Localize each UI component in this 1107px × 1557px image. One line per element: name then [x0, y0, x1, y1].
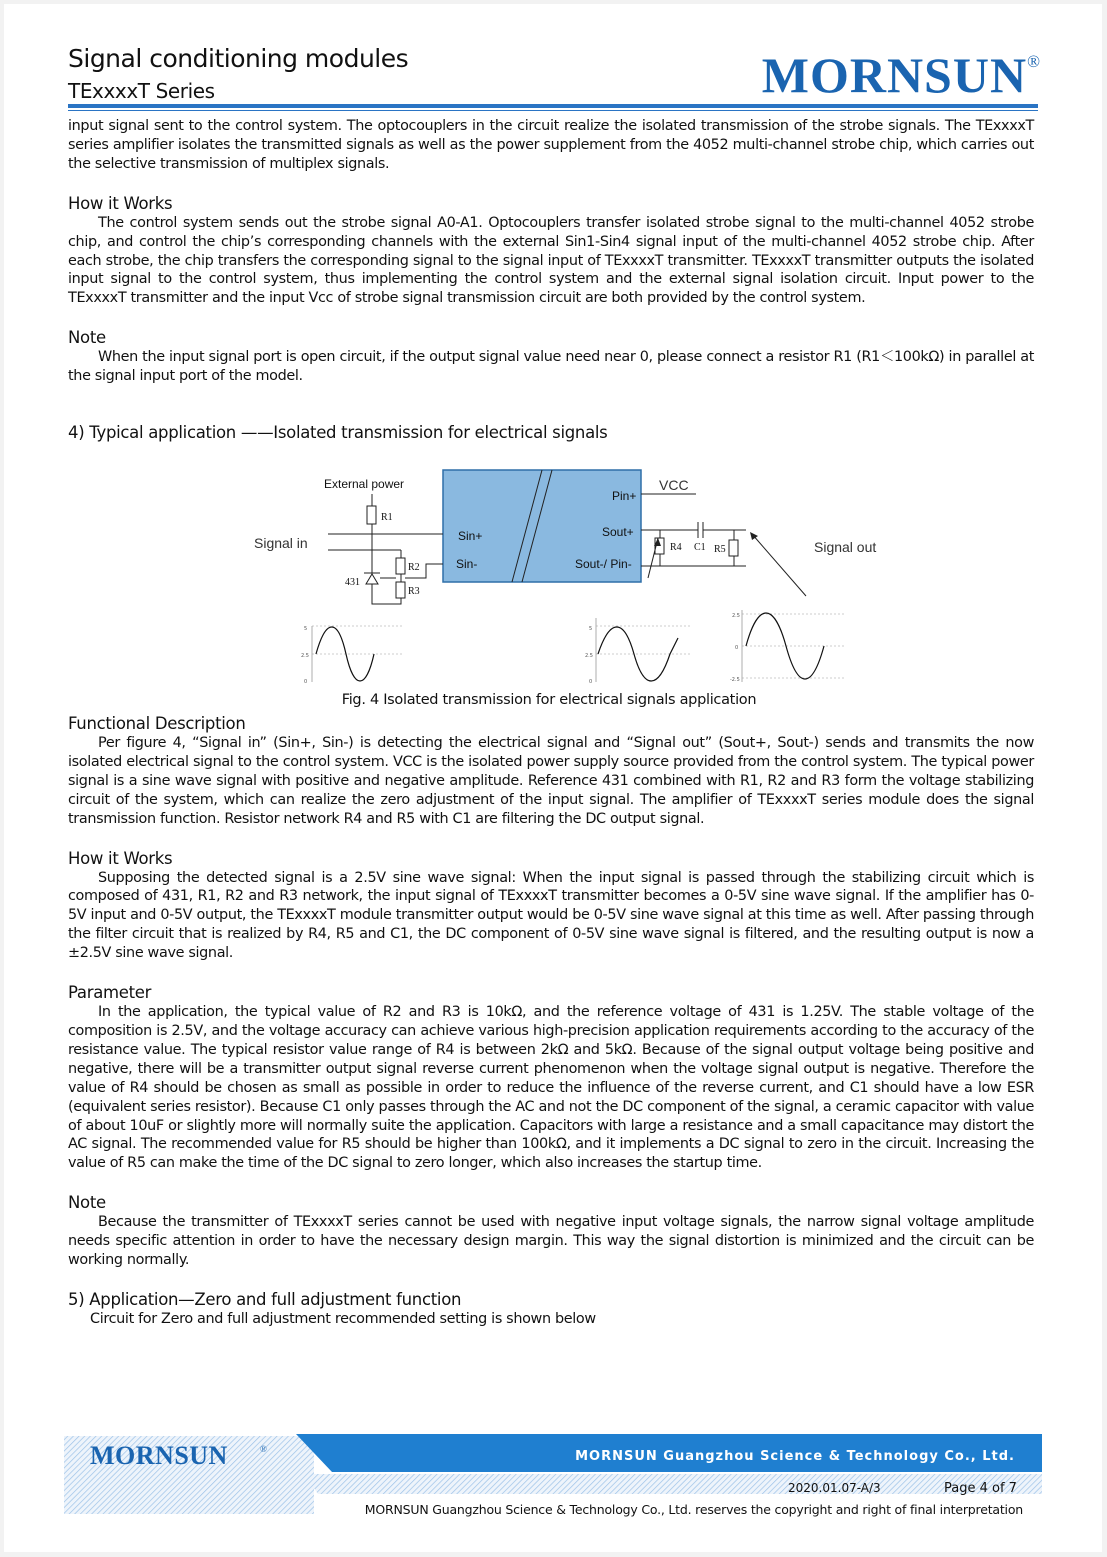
resistor-r5 [729, 540, 738, 556]
resistor-r1 [367, 506, 376, 524]
label-signal-out: Signal out [814, 539, 877, 555]
label-r3: R3 [408, 586, 420, 597]
tick-2-5-b: 2.5 [585, 653, 593, 659]
tick-0-b: 0 [589, 679, 593, 685]
tick-5: 5 [304, 626, 308, 632]
header-rule-thin [68, 110, 1038, 111]
paragraph-how-it-works-1: The control system sends out the strobe signal A0-A1. Optocouplers transfer isolated strobe signal to the multi-channel 4052 strobe chip, and control the chip’s corresponding channels with the external Sin1-Sin4 signal input of the multi-channel 4052 strobe chip. After each strobe, the chip transfers the corresponding signal to the signal input of TExxxxT transmitter. TExxxxT transmitter outputs the isolated input signal to the control system, thus implementing the control system and the external signal isolation circuit. Input power to the TExxxxT transmitter and the input Vcc of strobe signal transmission circuit are both provided by the control system. [68, 214, 1034, 307]
label-r2: R2 [408, 562, 420, 573]
heading-functional-description: Functional Description [68, 714, 246, 733]
paragraph-section-5: Circuit for Zero and full adjustment recommended setting is shown below [90, 1310, 596, 1327]
waveform-input [301, 626, 402, 685]
label-c1: C1 [694, 542, 706, 553]
paragraph-intro: input signal sent to the control system. The optocouplers in the circuit realize the isolated transmission of the strobe signals. The TExxxxT series amplifier isolates the transmitted signals as well as the power supplement from the 4052 multi-channel strobe chip, which carries out the selective transmission of multiplex signals. [68, 118, 1034, 172]
heading-how-it-works-2: How it Works [68, 848, 173, 868]
label-signal-in: Signal in [254, 535, 308, 551]
mornsun-logo [762, 46, 1041, 104]
tick-0-c: 0 [735, 645, 739, 651]
document-title: Signal conditioning modules [68, 44, 409, 73]
heading-note-1: Note [68, 328, 106, 348]
footer-page-number: Page 4 of 7 [944, 1481, 1017, 1496]
label-sout-plus: Sout+ [602, 525, 634, 539]
figure-caption: Fig. 4 Isolated transmission for electrical signals application [341, 692, 757, 708]
label-r4: R4 [670, 542, 682, 553]
label-r5: R5 [714, 544, 726, 555]
tick-5-b: 5 [589, 626, 593, 632]
paragraph-parameter: In the application, the typical value of R2 and R3 is 10kΩ, and the reference voltage of 431 is 1.25V. The stable voltage of the composition is 2.5V, and the voltage accuracy can achieve various high-precision application requirements according to the accuracy of the resistance value. The typical resistor value range of R4 is between 2kΩ and 5kΩ. Because of the signal output voltage being positive and negative, there will be a transmitter output signal reverse current phenomenon when the voltage signal output is negative. Therefore the value of R4 should be chosen as small as possible in order to reduce the influence of the reverse current, and C1 should have a low ESR (equivalent series resistor). Because C1 only passes through the AC and not the DC component of the signal, a ceramic capacitor with value of about 10uF or slightly more will normally suite the application. Capacitors with large a resistance and a small capacitance may distort the AC signal. The recommended value for R5 should be higher than 100kΩ, and it implements a DC signal to zero in the circuit. Increasing the value of R5 can make the time of the DC signal to zero longer, which also increases the startup time. [68, 1004, 1034, 1172]
footer-doc-version: 2020.01.07-A/3 [788, 1481, 881, 1495]
footer-logo-mark: ® [260, 1444, 267, 1454]
label-r1: R1 [381, 512, 393, 523]
heading-note-2: Note [68, 1193, 106, 1213]
main-content-lower [68, 713, 1034, 1329]
paragraph-functional-description: Per figure 4, “Signal in” (Sin+, Sin-) is detecting the electrical signal and “Signal out” (Sout+, Sout-) sends and transmits the now isolated electrical signal to the control system. VCC is the isolated power supply source provided from the control system. The typical power signal is a sine wave signal with positive and negative amplitude. Reference 431 combined with R1, R2 and R3 form the voltage stabilizing circuit of the system, which can realize the zero adjustment of the input signal. The amplifier of TExxxxT series module does the signal transmission function. Resistor network R4 and R5 with C1 are filtering the DC output signal. [68, 735, 1034, 827]
tick-2-5-c: 2.5 [732, 613, 740, 619]
paragraph-note-2: Because the transmitter of TExxxxT series cannot be used with negative input voltage signals, the narrow signal voltage amplitude needs specific attention in order to have the necessary design margin. This way the signal distortion is minimized and the circuit can be working normally. [68, 1214, 1034, 1269]
heading-parameter: Parameter [68, 983, 152, 1003]
main-content [68, 117, 1034, 443]
paragraph-note-1: When the input signal port is open circuit, if the output signal value need near 0, please connect a resistor R1 (R1＜100kΩ) in parallel at the signal input port of the model. [68, 349, 1034, 385]
label-sin-minus: Sin- [456, 557, 478, 571]
figure-4-circuit [246, 468, 886, 690]
ref-431-symbol [366, 574, 378, 584]
footer-company-banner: MORNSUN Guangzhou Science & Technology Co., Ltd. [575, 1449, 1015, 1464]
registered-mark: ® [1027, 52, 1041, 71]
footer-copyright: MORNSUN Guangzhou Science & Technology Co., Ltd. reserves the copyright and right of final interpretation [364, 1502, 1023, 1517]
series-name: TExxxxT Series [68, 79, 215, 103]
footer-hatch-strip [304, 1474, 1042, 1494]
label-pin-plus: Pin+ [612, 489, 637, 503]
page-footer [60, 1432, 1045, 1517]
resistor-r3 [396, 582, 405, 598]
footer-logo-text: MORNSUN [90, 1441, 228, 1470]
arrow-to-output [752, 534, 806, 596]
label-sout-minus-pin: Sout-/ Pin- [575, 557, 632, 571]
tick-minus-2-5: -2.5 [730, 677, 740, 683]
tick-2-5: 2.5 [301, 653, 309, 659]
tick-0: 0 [304, 679, 308, 685]
heading-section-4: 4) Typical application ——Isolated transmission for electrical signals [68, 423, 608, 443]
circuit-diagram [246, 468, 886, 690]
waveform-module-output [585, 618, 690, 685]
label-vcc: VCC [659, 477, 689, 493]
resistor-r2 [396, 558, 405, 574]
heading-section-5: 5) Application—Zero and full adjustment function [68, 1289, 462, 1309]
heading-how-it-works-1: How it Works [68, 193, 173, 213]
label-external-power: External power [324, 477, 405, 491]
header-rule [68, 104, 1038, 108]
label-431: 431 [345, 577, 360, 588]
footer-graphic [60, 1432, 1045, 1517]
paragraph-how-it-works-2: Supposing the detected signal is a 2.5V sine wave signal: When the input signal is passed through the stabilizing circuit which is composed of 431, R1, R2 and R3 network, the input signal of TExxxxT transmitter becomes a 0-5V sine wave signal. If the amplifier has 0-5V input and 0-5V output, the TExxxxT module transmitter output would be 0-5V sine wave signal at this time as well. After passing through the filter circuit that is realized by R4, R5 and C1, the DC component of 0-5V sine wave signal is filtered, and the resulting output is now a ±2.5V sine wave signal. [68, 869, 1034, 962]
label-sin-plus: Sin+ [458, 529, 483, 543]
sine-final-output [746, 613, 824, 679]
waveform-final-output [730, 610, 846, 683]
logo-text: MORNSUN [761, 47, 1028, 103]
